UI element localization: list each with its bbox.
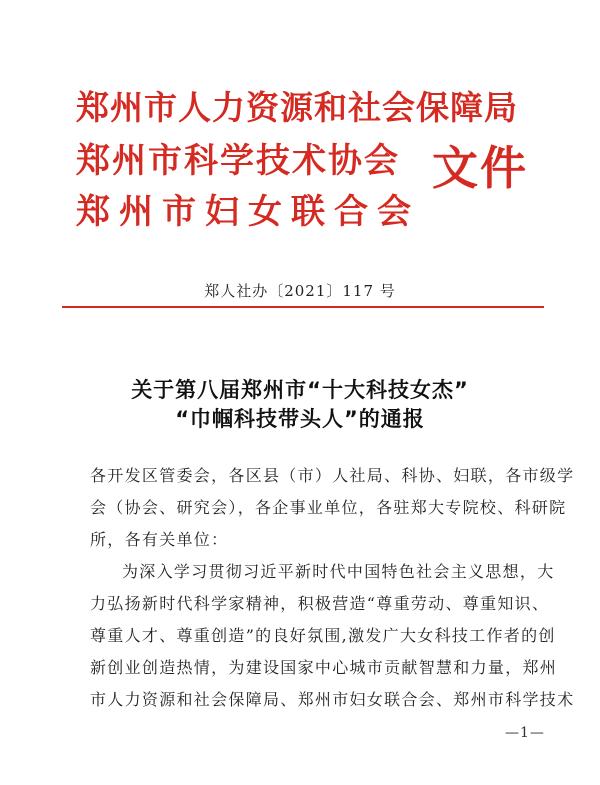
body-paragraph-line: 市人力资源和社会保障局、郑州市妇女联合会、郑州市科学技术 xyxy=(90,690,575,709)
issuer-hrss-bureau: 郑州市人力资源和社会保障局 xyxy=(76,88,518,127)
document-type-label: 文件 xyxy=(432,141,528,195)
document-number: 郑人社办〔2021〕117 号 xyxy=(204,282,396,300)
addressee-line: 会（协会、研究会），各企事业单位，各驻郑大专院校、科研院 xyxy=(90,498,567,517)
body-paragraph-line: 力弘扬新时代科学家精神，积极营造“尊重劳动、尊重知识、 xyxy=(90,594,550,613)
document-title-line-2: “巾帼科技带头人”的通报 xyxy=(175,407,425,431)
addressee-line: 所，各有关单位： xyxy=(90,530,229,549)
issuer-womens-federation: 郑州市妇女联合会 xyxy=(76,192,420,232)
issuer-science-association: 郑州市科学技术协会 xyxy=(76,141,400,181)
body-paragraph-line: 为深入学习贯彻习近平新时代中国特色社会主义思想，大 xyxy=(122,562,555,581)
body-paragraph-line: 新创业创造热情，为建设国家中心城市贡献智慧和力量，郑州 xyxy=(90,658,558,677)
body-paragraph-line: 尊重人才、尊重创造”的良好氛围,激发广大女科技工作者的创 xyxy=(90,626,556,645)
addressee-line: 各开发区管委会，各区县（市）人社局、科协、妇联，各市级学 xyxy=(90,466,575,485)
page-number: —1— xyxy=(505,725,545,741)
document-title-line-1: 关于第八届郑州市“十大科技女杰” xyxy=(131,378,469,402)
red-divider-line xyxy=(62,306,544,308)
